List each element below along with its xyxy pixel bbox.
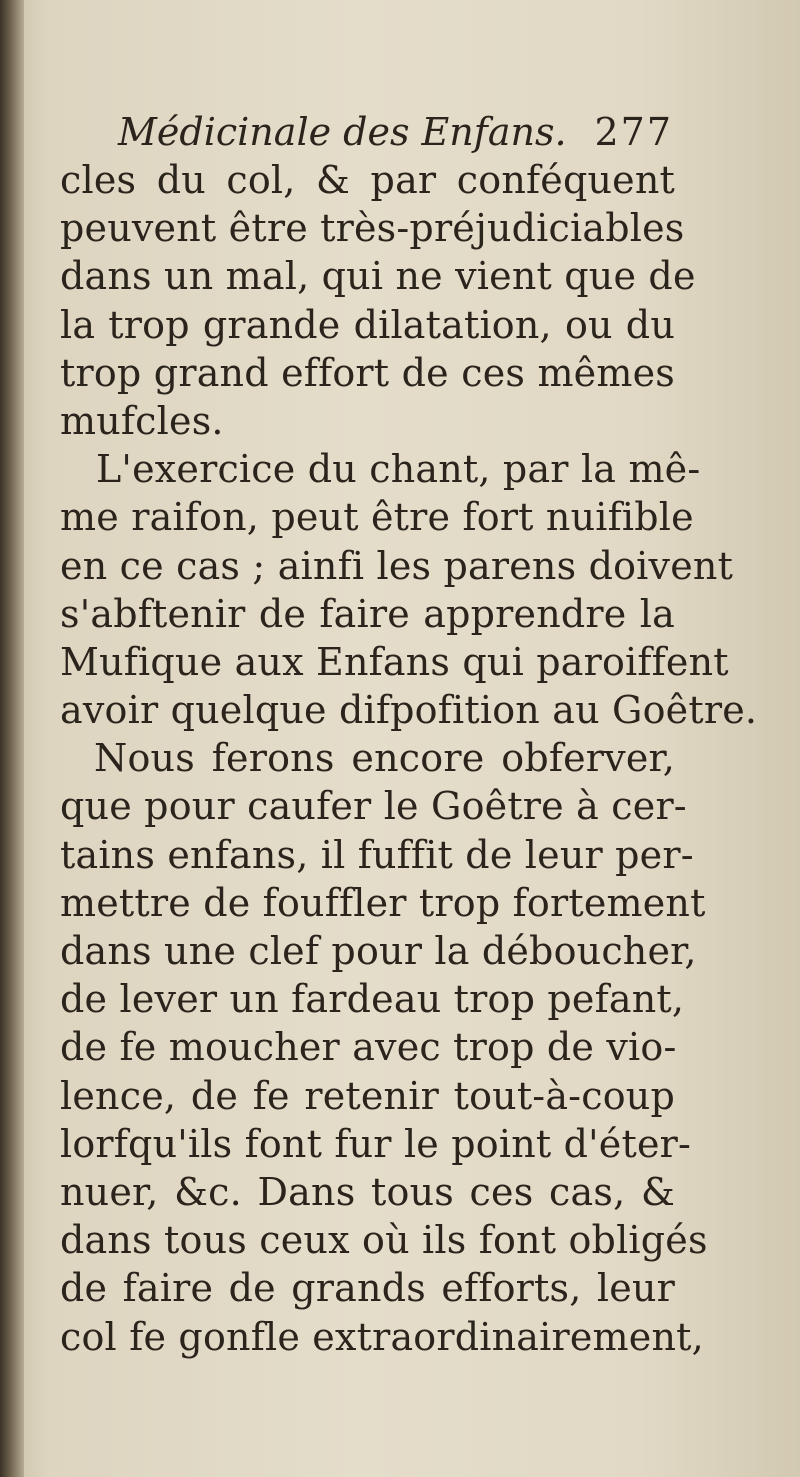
text-line: de faire de grands efforts, leur [60, 1266, 675, 1311]
text-line: en ce cas ; ainfi les parens doivent [60, 543, 734, 588]
page-text [60, 108, 758, 1361]
text-line: la trop grande dilatation, ou du [60, 302, 675, 347]
running-header [118, 108, 673, 156]
text-line: que pour caufer le Goêtre à cer- [60, 784, 687, 829]
text-line: nuer, &c. Dans tous ces cas, & [60, 1169, 675, 1214]
text-line: avoir quelque difpofition au Goêtre. [60, 688, 758, 733]
text-line: dans une clef pour la déboucher, [60, 929, 697, 973]
text-line: peuvent être très-préjudiciables [60, 206, 685, 251]
text-line: tains enfans, il fuffit de leur per- [60, 832, 694, 877]
text-line: cles du col, & par conféquent [60, 158, 675, 202]
text-line: de lever un fardeau trop pefant, [60, 977, 685, 1022]
text-line: Nous ferons encore obferver, [94, 736, 675, 781]
text-line: dans tous ceux où ils font obligés [60, 1218, 708, 1263]
text-line: s'abftenir de faire apprendre la [60, 591, 675, 636]
text-line: lence, de fe retenir tout-à-coup [60, 1073, 675, 1118]
text-line: mettre de fouffler trop fortement [60, 880, 706, 925]
paragraph-1 [60, 156, 696, 445]
text-line: L'exercice du chant, par la mê- [96, 447, 701, 492]
page-number: 277 [594, 110, 673, 154]
text-line: lorfqu'ils font fur le point d'éter- [60, 1121, 692, 1166]
paragraph-3 [60, 734, 708, 1360]
text-line: Mufique aux Enfans qui paroiffent [60, 639, 729, 684]
text-line: de fe moucher avec trop de vio- [60, 1025, 677, 1070]
text-line: mufcles. [60, 398, 224, 443]
paragraph-2 [60, 445, 758, 734]
text-line: dans un mal, qui ne vient que de [60, 254, 696, 299]
text-line: trop grand effort de ces mêmes [60, 350, 675, 395]
text-line: col fe gonfle extraordinairement, [60, 1314, 704, 1359]
book-binding-edge [0, 0, 24, 1477]
text-line: me raifon, peut être fort nuifible [60, 495, 694, 540]
running-title: Médicinale des Enfans. [118, 110, 567, 154]
